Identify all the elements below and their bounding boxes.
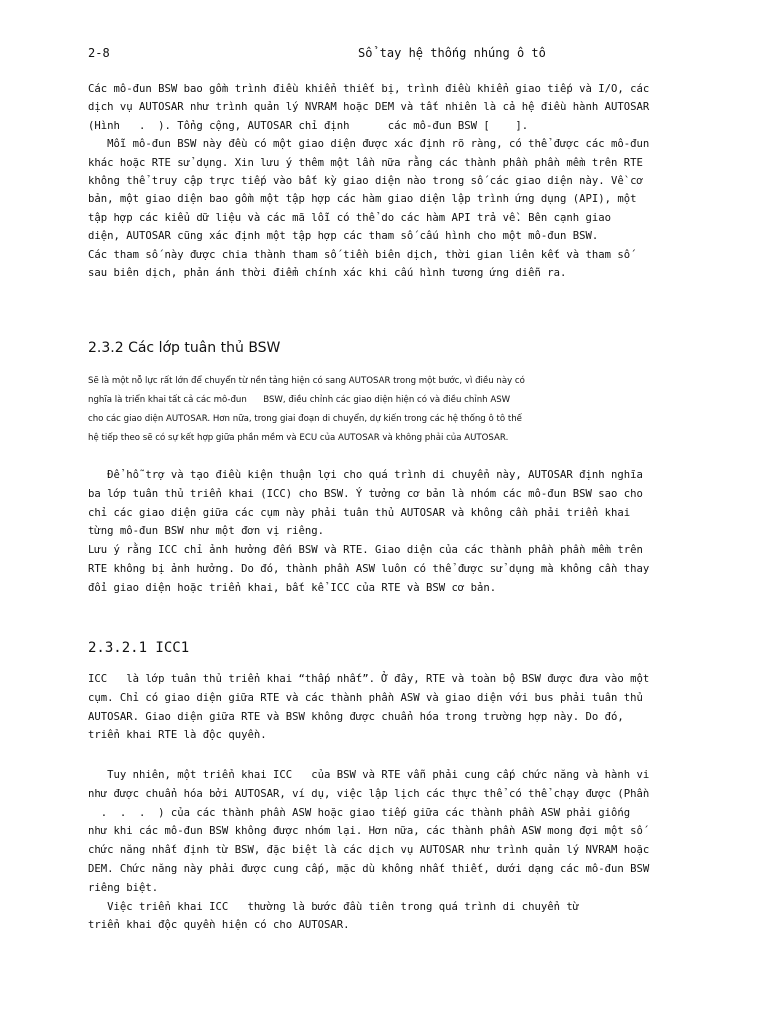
page-number: 2-8 xyxy=(88,46,110,60)
text-line: (Hình . ). Tổng cộng, AUTOSAR chỉ định các mô-đun BSW [ ]. xyxy=(88,119,529,132)
text-line: Tuy nhiên, một triển khai ICC của BSW và RTE vẫn phải cung cấp chức năng và hành vi xyxy=(88,769,650,781)
text-line: cụm. Chỉ có giao diện giữa RTE và các thành phần ASW và giao diện với bus phải tuân thủ xyxy=(88,691,643,704)
text-line: từng mô-đun BSW như một đơn vị riêng. xyxy=(88,525,324,538)
text-line: chỉ các giao diện giữa các cụm này phải tuân thủ AUTOSAR và không cần phải triển khai xyxy=(88,506,631,519)
section-2-3-2-paragraph-2 xyxy=(88,466,688,598)
text-line: RTE không bị ảnh hưởng. Do đó, thành phần ASW luôn có thể được sử dụng mà không cần thay xyxy=(88,562,650,575)
text-line: triển khai RTE là độc quyền. xyxy=(88,729,267,742)
text-line: ICC là lớp tuân thủ triển khai “thấp nhất”. Ở đây, RTE và toàn bộ BSW được đưa vào một xyxy=(88,673,650,685)
text-line: Sẽ là một nỗ lực rất lớn để chuyển từ nền tảng hiện có sang AUTOSAR trong một bước, vì điều này có xyxy=(88,376,525,386)
text-line: AUTOSAR. Giao diện giữa RTE và BSW không được chuẩn hóa trong trường hợp này. Do đó, xyxy=(88,710,624,723)
text-line: Các mô-đun BSW bao gồm trình điều khiển thiết bị, trình điều khiển giao tiếp và I/O, các xyxy=(88,83,650,95)
text-line: tập hợp các kiểu dữ liệu và các mã lỗi có thể do các hàm API trả về. Bên cạnh giao xyxy=(88,211,611,224)
text-line: hệ tiếp theo sẽ có sự kết hợp giữa phần mềm và ECU của AUTOSAR và không phải của AUTOSAR. xyxy=(88,433,509,443)
section-heading-2-3-2-1: 2.3.2.1 ICC1 xyxy=(88,640,190,656)
text-line: dịch vụ AUTOSAR như trình quản lý NVRAM hoặc DEM và tất nhiên là cả hệ điều hành AUTOSAR xyxy=(88,101,650,114)
text-line: triển khai độc quyền hiện có cho AUTOSAR. xyxy=(88,919,350,932)
text-line: Để hỗ trợ và tạo điều kiện thuận lợi cho quá trình di chuyển này, AUTOSAR định nghĩa xyxy=(88,469,643,481)
text-line: khác hoặc RTE sử dụng. Xin lưu ý thêm một lần nữa rằng các thành phần phần mềm trên RTE xyxy=(88,156,643,169)
text-line: ba lớp tuân thủ triển khai (ICC) cho BSW. Ý tưởng cơ bản là nhóm các mô-đun BSW sao cho xyxy=(88,487,643,500)
intro-paragraph xyxy=(88,80,688,282)
text-line: Việc triển khai ICC thường là bước đầu tiên trong quá trình di chuyển từ xyxy=(88,900,580,913)
section-2-3-2-1-paragraph-2 xyxy=(88,766,688,935)
section-heading-2-3-2: 2.3.2 Các lớp tuân thủ BSW xyxy=(88,340,281,356)
section-2-3-2-paragraph-1 xyxy=(88,372,688,448)
text-line: DEM. Chức năng này phải được cung cấp, mặc dù không nhất thiết, dưới dạng các mô-đun BSW xyxy=(88,862,650,875)
text-line: như được chuẩn hóa bởi AUTOSAR, ví dụ, việc lập lịch các thực thể có thể chạy được (Phần xyxy=(88,787,650,800)
text-line: bản, một giao diện bao gồm một tập hợp các hàm giao diện lập trình ứng dụng (API), một xyxy=(88,193,637,206)
text-line: không thể truy cập trực tiếp vào bất kỳ giao diện nào trong số các giao diện này. Về cơ xyxy=(88,175,643,188)
text-line: sau biên dịch, phản ánh thời điểm chính xác khi cấu hình tương ứng diễn ra. xyxy=(88,267,567,280)
text-line: chức năng nhất định từ BSW, đặc biệt là các dịch vụ AUTOSAR như trình quản lý NVRAM hoặc xyxy=(88,844,650,857)
text-line: nghĩa là triển khai tất cả các mô-đun BSW, điều chỉnh các giao diện hiện có và điều chỉnh ASW xyxy=(88,395,511,405)
section-2-3-2-1-paragraph-1 xyxy=(88,670,688,745)
text-line: diện, AUTOSAR cũng xác định một tập hợp các tham số cấu hình cho một mô-đun BSW. xyxy=(88,230,599,243)
text-line: như khi các mô-đun BSW không được nhóm lại. Hơn nữa, các thành phần ASW mong đợi một số xyxy=(88,825,643,838)
text-line: Mỗi mô-đun BSW này đều có một giao diện được xác định rõ ràng, có thể được các mô-đun xyxy=(88,138,650,151)
text-line: . . . ) của các thành phần ASW hoặc giao tiếp giữa các thành phần ASW phải giống xyxy=(88,806,631,819)
text-line: Các tham số này được chia thành tham số tiền biên dịch, thời gian liên kết và tham số xyxy=(88,248,631,261)
text-line: riêng biệt. xyxy=(88,881,159,894)
text-line: Lưu ý rằng ICC chỉ ảnh hưởng đến BSW và RTE. Giao diện của các thành phần phần mềm trên xyxy=(88,544,643,557)
text-line: cho các giao diện AUTOSAR. Hơn nữa, trong giai đoạn di chuyển, dự kiến trong các hệ thống ô tô thế xyxy=(88,414,522,424)
text-line: đổi giao diện hoặc triển khai, bất kể ICC của RTE và BSW cơ bản. xyxy=(88,581,497,594)
running-header-title: Sổ tay hệ thống nhúng ô tô xyxy=(358,46,546,60)
